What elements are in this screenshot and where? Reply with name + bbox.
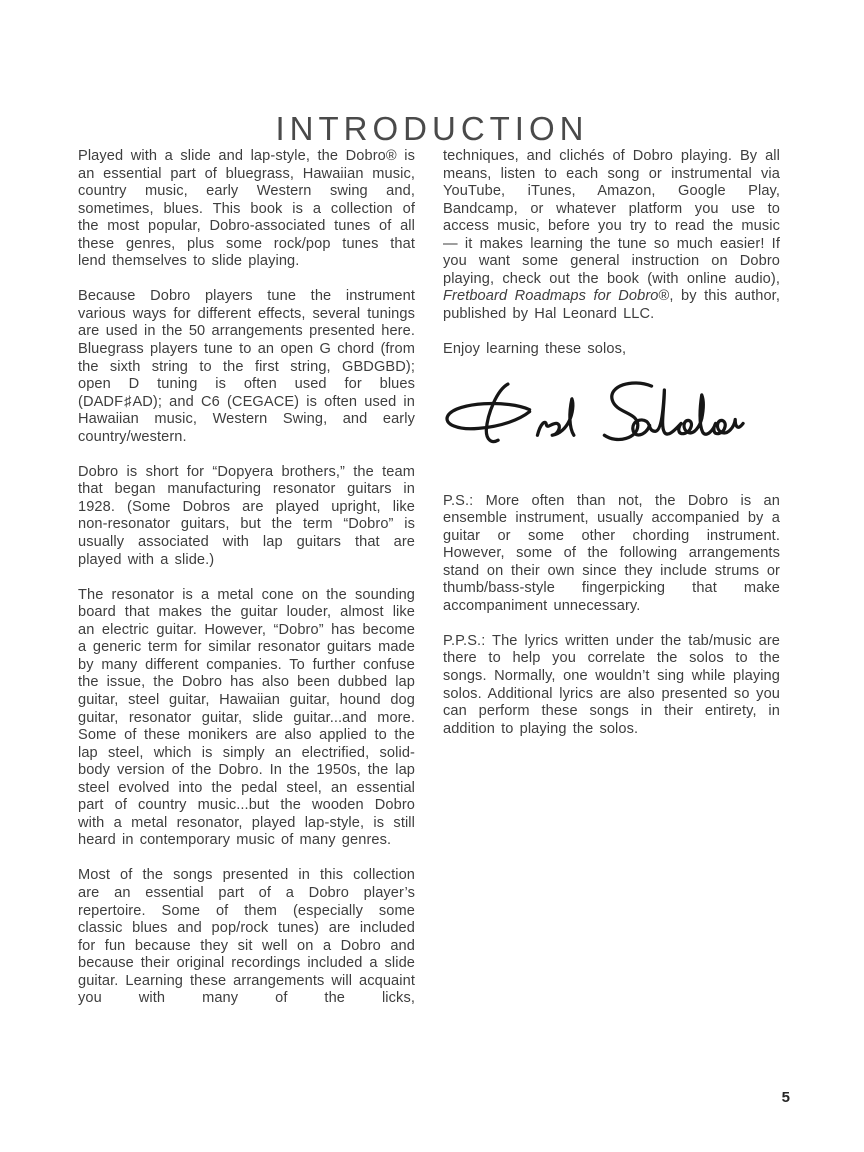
text-columns [78, 148, 781, 1025]
page-title: INTRODUCTION [275, 110, 589, 148]
page-number: 5 [781, 1089, 790, 1106]
paragraph-listening-advice [443, 148, 780, 323]
right-column [443, 148, 780, 1025]
paragraph-tunings: Because Dobro players tune the instrument various ways for different effects, several tunings are used in the 50 arrangements presented here. Bluegrass players tune to an open G chord (from the sixth string to the first string, GBDGBD); open D tuning is often used for blues (DADF♯AD); and C6 (CEGACE) is often used in Hawaiian music, Western Swing, and early country/western. [78, 288, 415, 445]
paragraph-text-after: ®, by this author, published by Hal Leonard LLC. [443, 288, 780, 322]
paragraph-ps: P.S.: More often than not, the Dobro is an ensemble instrument, usually accompanied by a guitar or some other chording instrument. However, some of the following arrangements stand on their own since they include strums or thumb/bass-style fingerpicking that make accompaniment unnecessary. [443, 492, 780, 614]
book-title-fretboard-roadmaps: Fretboard Roadmaps for Dobro [443, 288, 659, 305]
paragraph-songs-collection: Most of the songs presented in this collection are an essential part of a Dobro player’s repertoire. Some of them (especially some classic blues and pop/rock tunes) are included for fun because they sit well on a Dobro and because their original recordings included a slide guitar. Learning these arrangements will acquaint you with many of the licks, [78, 867, 415, 1007]
signature-image [443, 373, 748, 469]
paragraph-dobro-overview: Played with a slide and lap-style, the Dobro® is an essential part of bluegrass, Hawaiian music, country music, early Western swing and, sometimes, blues. This book is a collection of the most popular, Dobro-associated tunes of all these genres, plus some rock/pop tunes that lend themselves to slide playing. [78, 148, 415, 270]
paragraph-resonator: The resonator is a metal cone on the sounding board that makes the guitar louder, almost like an electric guitar. However, “Dobro” has become a generic term for similar resonator guitars made by many different companies. To further confuse the issue, the Dobro has also been dubbed lap guitar, steel guitar, Hawaiian guitar, hound dog guitar, resonator guitar, slide guitar...and more. Some of these monikers are also applied to the lap steel, which is simply an electrified, solid-body version of the Dobro. In the 1950s, the lap steel evolved into the pedal steel, an essential part of country music...but the wooden Dobro with a metal resonator, played lap-style, is still heard in contemporary music of many genres. [78, 586, 415, 849]
fred-sokolow-signature [443, 373, 780, 469]
paragraph-text-before: techniques, and clichés of Dobro playing. By all means, listen to each song or instrumental via YouTube, iTunes, Amazon, Google Play, Bandcamp, or whatever platform you use to access music, before you try to read the music — it makes learning the tune so much easier! If you want some general instruction on Dobro playing, check out the book (with online audio), [443, 148, 780, 287]
left-column [78, 148, 415, 1025]
paragraph-pps: P.P.S.: The lyrics written under the tab/music are there to help you correlate the solos to the songs. Normally, one wouldn’t sing while playing solos. Additional lyrics are also presented so you can perform these songs in their entirety, in addition to playing the solos. [443, 632, 780, 737]
closing-line: Enjoy learning these solos, [443, 341, 627, 358]
paragraph-dopyera-brothers: Dobro is short for “Dopyera brothers,” the team that began manufacturing resonator guitars in 1928. (Some Dobros are played upright, like non-resonator guitars, but the term “Dobro” is usually associated with lap guitars that are played with a slide.) [78, 463, 415, 568]
